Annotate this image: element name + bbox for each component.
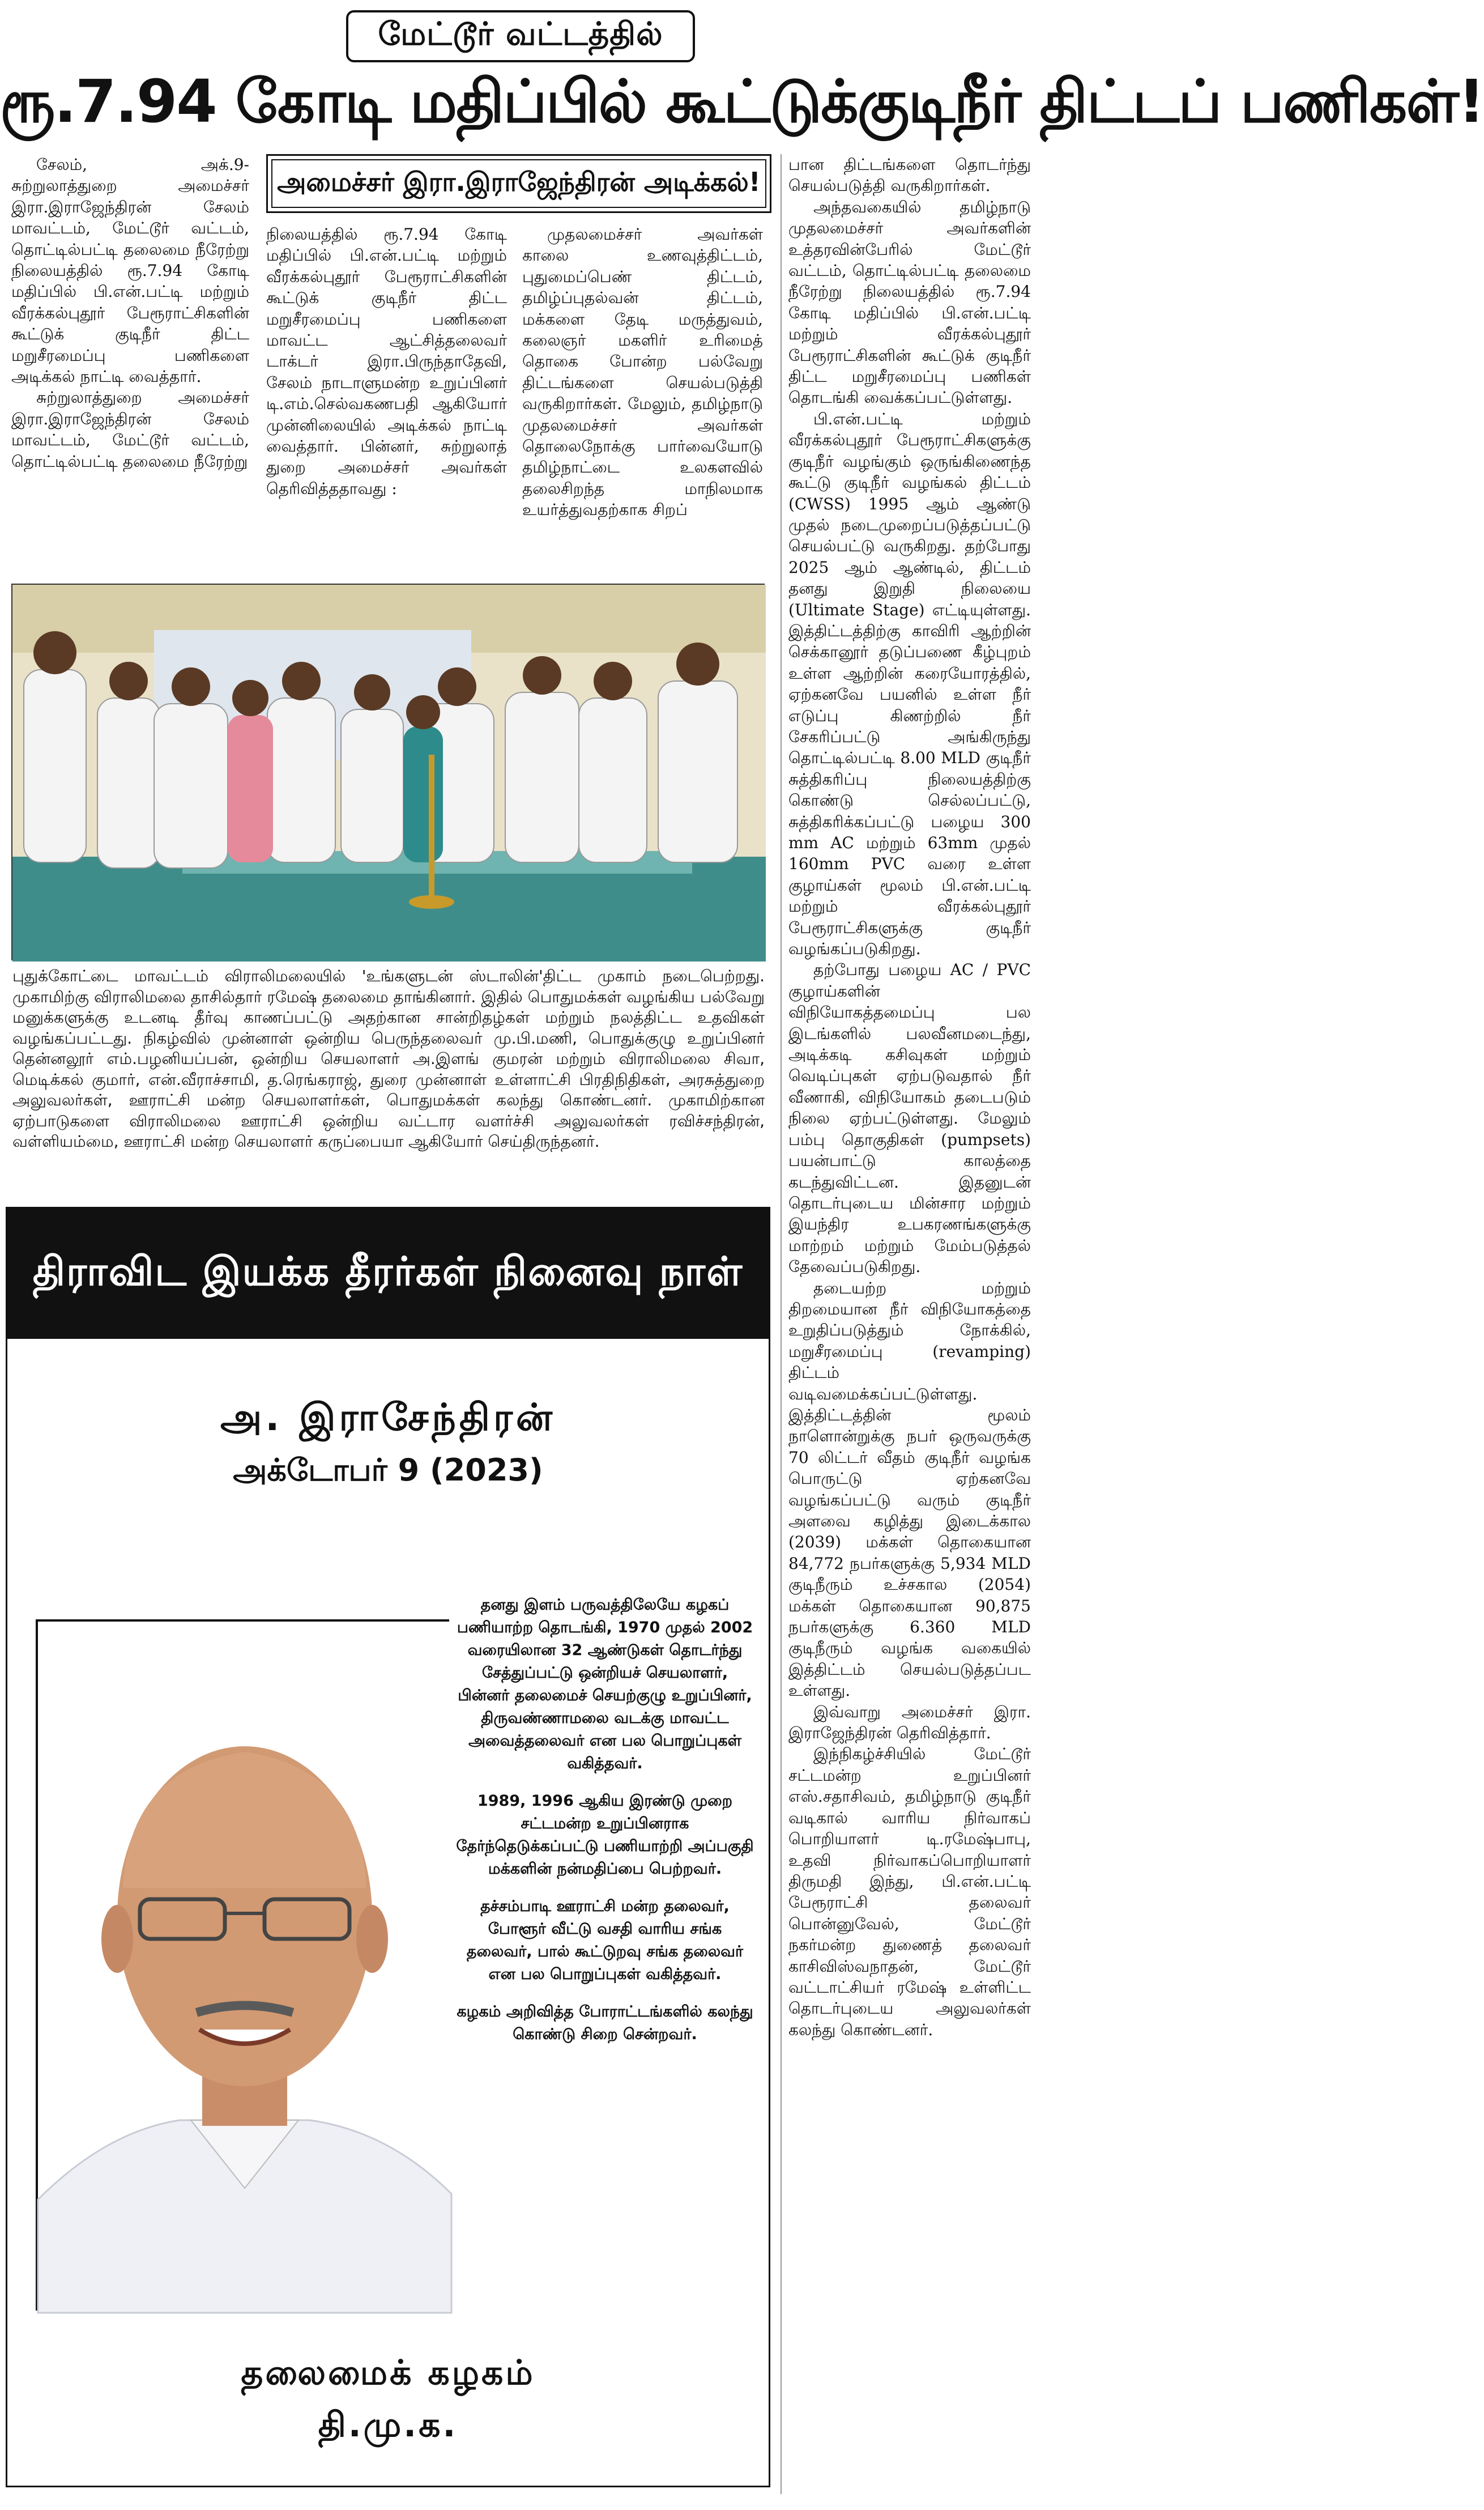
col1-paragraph-1: சேலம், அக்.9- சுற்றுலாத்துறை அமைச்சர் இரா.இராஜேந்திரன் சேலம் மாவட்டம், மேட்டூர் வட்டம், தொட்டில்பட்டி தலைமை நீரேற்று நிலையத்தில் ரூ.7.94 கோடி மதிப்பில் பி.என்.பட்டி மற்றும் வீரக்கல்புதூர் பேரூராட்சிகளின் கூட்டுக் குடிநீர் திட்ட மறுசீரமைப்பு பணிகளை அடிக்கல் நாட்டி வைத்தார்.: [11, 155, 249, 386]
col4-paragraph-2: அந்தவகையில் தமிழ்நாடு முதலமைச்சர் அவர்களின் உத்தரவின்பேரில் மேட்டூர் வட்டம், தொட்டில்பட்டி தலைமை நீரேற்று நிலையத்தில் ரூ.7.94 கோடி மதிப்பில் பி.என்.பட்டி மற்றும் வீரக்கல்புதூர் பேரூராட்சிகளின் கூட்டுக் குடிநீர் திட்ட மறுசீரமைப்பு பணிகள் தொடங்கி வைக்கப்பட்டுள்ளது.: [788, 197, 1031, 407]
memorial-bio-paragraph-4: கழகம் அறிவித்த போராட்டங்களில் கலந்து கொண்டு சிறை சென்றவர்.: [457, 2003, 753, 2043]
col4-paragraph-3: பி.என்.பட்டி மற்றும் வீரக்கல்புதூர் பேரூராட்சிகளுக்கு குடிநீர் வழங்கும் ஒருங்கிணைந்த கூட்டு குடிநீர் வழங்கல் திட்டம் (CWSS) 1995 ஆம் ஆண்டு முதல் நடைமுறைப்படுத்தப்பட்டு செயல்பட்டு வருகிறது. தற்போது 2025 ஆம் ஆண்டில், திட்டம் தனது இறுதி நிலையை (Ultimate Stage) எட்டியுள்ளது. இத்திட்டத்திற்கு காவிரி ஆற்றின் செக்கானூர் தடுப்பணை கீழ்புறம் உள்ள ஆற்றின் கரையோரத்தில், ஏற்கனவே பயனில் உள்ள நீர் எடுப்பு கிணற்றில் நீர் சேகரிப்பட்டு அங்கிருந்து தொட்டில்பட்டி 8.00 MLD குடிநீர் சுத்திகரிப்பு நிலையத்திற்கு கொண்டு செல்லப்பட்டு, சுத்திகரிக்கப்பட்டு பழைய 300 mm AC மற்றும் 63mm முதல் 160mm PVC வரை உள்ள குழாய்கள் மூலம் பி.என்.பட்டி மற்றும் வீரக்கல்புதூர் பேரூராட்சிகளுக்கு குடிநீர் வழங்கப்படுகிறது.: [788, 409, 1031, 959]
subhead: அமைச்சர் இரா.இராஜேந்திரன் அடிக்கல்!: [271, 159, 766, 208]
portrait-photo: [36, 1619, 449, 2311]
memorial-date: அக்டோபர் 9 (2023): [233, 1452, 543, 1488]
memorial-bio: [455, 1594, 755, 2061]
memorial-signature-1: தலைமைக் கழகம்: [241, 2353, 535, 2393]
kicker: மேட்டூர் வட்டத்தில்: [346, 10, 694, 62]
headline: ரூ.7.94 கோடி மதிப்பில் கூட்டுக்குடிநீர் திட்டப் பணிகள்!: [0, 67, 1484, 136]
article-column-1: [11, 154, 249, 579]
photo-caption: புதுக்கோட்டை மாவட்டம் விராலிமலையில் 'உங்களுடன் ஸ்டாலின்'திட்ட முகாம் நடைபெற்றது. முகாமிற்கு விராலிமலை தாசில்தார் ரமேஷ் தலைமை தாங்கினார். இதில் பொதுமக்கள் வழங்கிய பல்வேறு மனுக்களுக்கு உடனடி தீர்வு காணப்பட்டு அதற்கான சான்றிதழ்கள் மற்றும் நலத்திட்ட உதவிகள் வழங்கப்பட்டது. நிகழ்வில் முன்னாள் ஒன்றிய பெருந்தலைவர் மு.பி.மணி, பொதுக்குழு உறுப்பினர் தென்னலூர் எம்.பழனியப்பன், ஒன்றிய செயலாளர் அ.இளங் குமரன் மற்றும் விராலிமலை சிவா, மெடிக்கல் குமார், என்.வீராச்சாமி, த.ரெங்கராஜ், துரை முன்னாள் உள்ளாட்சி பிரதிநிதிகள், அரசுத்துறை அலுவலர்கள், ஊராட்சி மன்ற செயலாளர்கள், பொதுமக்கள் கலந்து கொண்டனர். முகாமிற்கான ஏற்பாடுகளை விராலிமலை ஊராட்சி ஒன்றிய வட்டார வளர்ச்சி அலுவலர்கள் ரவிச்சந்திரன், வள்ளியம்மை, ஊராட்சி மன்ற செயலாளர் கருப்பையா ஆகியோர் செய்திருந்தனர்.: [12, 967, 765, 1151]
col3-paragraph-1: முதலமைச்சர் அவர்கள் காலை உணவுத்திட்டம், புதுமைப்பெண் திட்டம், தமிழ்ப்புதல்வன் திட்டம், மக்களை தேடி மருத்துவம், கலைஞர் மகளிர் உரிமைத் தொகை போன்ற பல்வேறு திட்டங்களை செயல்படுத்தி வருகிறார்கள். மேலும், தமிழ்நாடு முதலமைச்சர் அவர்கள் தொலைநோக்கு பார்வையோடு தமிழ்நாட்டை உலகளவில் தலைசிறந்த மாநிலமாக உயர்த்துவதற்காக சிறப்: [522, 225, 763, 520]
article-column-4: [788, 154, 1031, 2500]
column-divider: [781, 154, 782, 2494]
col4-paragraph-7: இந்நிகழ்ச்சியில் மேட்டூர் சட்டமன்ற உறுப்பினர் எஸ்.சதாசிவம், தமிழ்நாடு குடிநீர் வடிகால் வாரிய நிர்வாகப் பொறியாளர் டி.ரமேஷ்பாபு, உதவி நிர்வாகப்பொறியாளர் திருமதி இந்து, பி.என்.பட்டி பேரூராட்சி தலைவர் பொன்னுவேல், மேட்டூர் நகர்மன்ற துணைத் தலைவர் காசிவிஸ்வநாதன், மேட்டூர் வட்டாட்சியர் ரமேஷ் உள்ளிட்ட தொடர்புடைய அலுவலர்கள் கலந்து கொண்டனர்.: [788, 1745, 1031, 2039]
kicker-wrap: [0, 10, 1041, 62]
event-photo-illustration: [12, 585, 766, 962]
article-column-2: [266, 224, 507, 578]
event-photo: [11, 584, 765, 960]
col4-paragraph-4: தற்போது பழைய AC / PVC குழாய்களின் விநியோகத்தமைப்பு பல இடங்களில் பலவீனமடைந்து, அடிக்கடி கசிவுகள் மற்றும் வெடிப்புகள் ஏற்படுவதால் நீர் வீணாகி, விநியோகம் தடைபடும் நிலை ஏற்பட்டுள்ளது. மேலும் பம்பு தொகுதிகள் (pumpsets) பயன்பாட்டு காலத்தை கடந்துவிட்டன. இதனுடன் தொடர்புடைய மின்சார மற்றும் இயந்திர உபகரணங்களுக்கு மாற்றம் மற்றும் மேம்படுத்தல் தேவைப்படுகிறது.: [788, 960, 1031, 1277]
col4-paragraph-5: தடையற்ற மற்றும் திறமையான நீர் விநியோகத்தை உறுதிப்படுத்தும் நோக்கில், மறுசீரமைப்பு (revamping) திட்டம் வடிவமைக்கப்பட்டுள்ளது. இத்திட்டத்தின் மூலம் நாளொன்றுக்கு நபர் ஒருவருக்கு 70 லிட்டர் வீதம் குடிநீர் வழங்க பொருட்டு ஏற்கனவே வழங்கப்பட்டு வரும் குடிநீர் அளவை கழித்து இடைக்கால (2039) மக்கள் தொகையான 84,772 நபர்களுக்கு 5,934 MLD குடிநீரும் உச்சகால (2054) மக்கள் தொகையான 90,875 நபர்களுக்கு 6.360 MLD குடிநீரும் வழங்க வகையில் இத்திட்டம் செயல்படுத்தப்பட உள்ளது.: [788, 1278, 1031, 1700]
col4-paragraph-6: இவ்வாறு அமைச்சர் இரா. இராஜேந்திரன் தெரிவித்தார்.: [788, 1702, 1031, 1743]
memorial-name: அ. இராசேந்திரன்: [220, 1396, 556, 1439]
article-column-3: [522, 224, 763, 578]
memorial-bio-paragraph-2: 1989, 1996 ஆகிய இரண்டு முறை சட்டமன்ற உறுப்பினராக தேர்ந்தெடுக்கப்பட்டு பணியாற்றி அப்பகுதி மக்களின் நன்மதிப்பை பெற்றவர்.: [456, 1792, 754, 1878]
col1-paragraph-2: சுற்றுலாத்துறை அமைச்சர் இரா.இராஜேந்திரன் சேலம் மாவட்டம், மேட்டூர் வட்டம், தொட்டில்பட்டி தலைமை நீரேற்று: [11, 388, 249, 471]
memorial-bio-paragraph-1: தனது இளம் பருவத்திலேயே கழகப் பணியாற்ற தொடங்கி, 1970 முதல் 2002 வரையிலான 32 ஆண்டுகள் தொடர்ந்து சேத்துப்பட்டு ஒன்றியச் செயலாளர், பின்னர் தலைமைச் செயற்குழு உறுப்பினர், திருவண்ணாமலை வடக்கு மாவட்ட அவைத்தலைவர் என பல பொறுப்புகள் வகித்தவர்.: [457, 1596, 753, 1772]
col4-paragraph-1: பான திட்டங்களை தொடர்ந்து செயல்படுத்தி வருகிறார்கள்.: [788, 155, 1031, 195]
memorial-notice: [6, 1207, 770, 2487]
memorial-banner: திராவிட இயக்க தீரர்கள் நினைவு நாள்: [7, 1209, 769, 1339]
memorial-signature-2: தி.மு.க.: [318, 2405, 458, 2445]
subhead-box: [266, 154, 771, 213]
memorial-bio-paragraph-3: தச்சம்பாடி ஊராட்சி மன்ற தலைவர், போளூர் வீட்டு வசதி வாரிய சங்க தலைவர், பால் கூட்டுறவு சங்க தலைவர் என பல பொறுப்புகள் வகித்தவர்.: [466, 1898, 744, 1983]
col2-paragraph-1: நிலையத்தில் ரூ.7.94 கோடி மதிப்பில் பி.என்.பட்டி மற்றும் வீரக்கல்புதூர் பேரூராட்சிகளின் கூட்டுக் குடிநீர் திட்ட மறுசீரமைப்பு பணிகளை மாவட்ட ஆட்சித்தலைவர் டாக்டர் இரா.பிருந்தாதேவி, சேலம் நாடாளுமன்ற உறுப்பினர் டி.எம்.செல்வகணபதி ஆகியோர் முன்னிலையில் அடிக்கல் நாட்டி வைத்தார். பின்னர், சுற்றுலாத் துறை அமைச்சர் அவர்கள் தெரிவித்ததாவது :: [266, 225, 507, 498]
portrait-illustration: [38, 1622, 451, 2313]
